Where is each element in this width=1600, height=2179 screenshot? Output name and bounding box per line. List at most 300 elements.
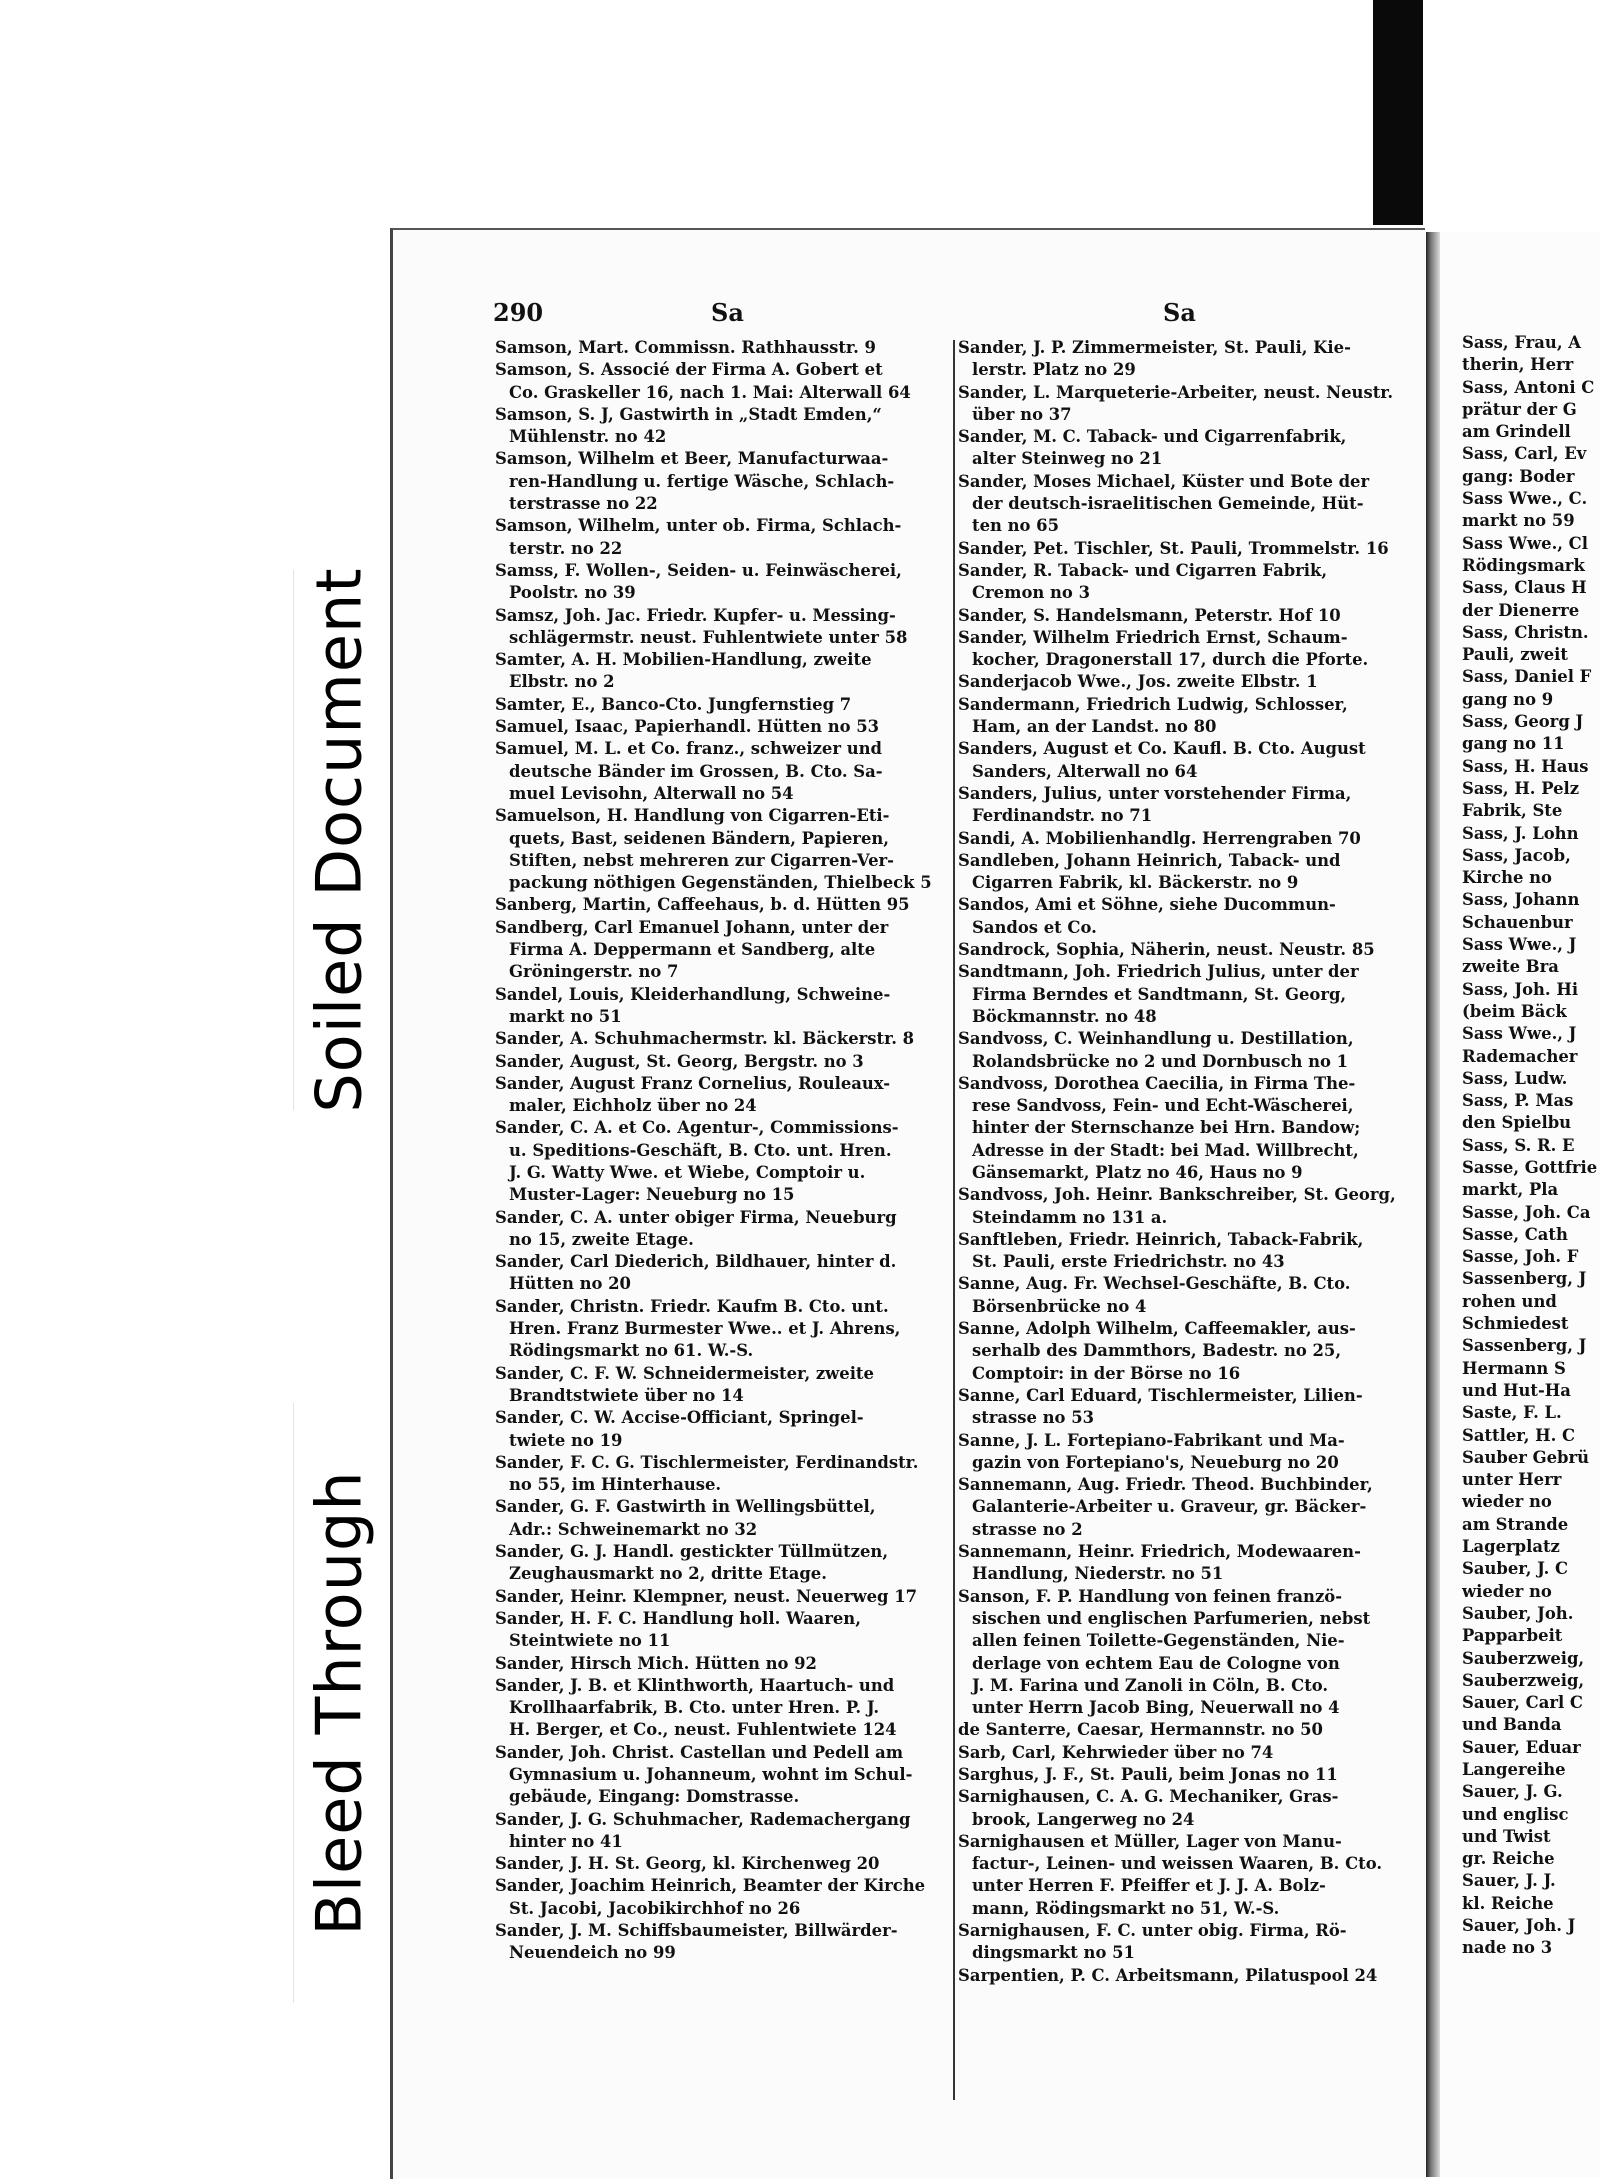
entry-name-line: Sander, R. Taback- und Cigarren Fabrik, [958,560,1328,580]
next-page-line: Sass, Daniel F [1462,667,1592,687]
entry-name-line: Sander, Pet. Tischler, St. Pauli, Trommelstr. 16 [958,538,1389,558]
directory-entry [958,1273,1413,1318]
directory-entry [495,337,950,359]
directory-entry [958,1073,1413,1184]
entry-name-line: Sanderjacob Wwe., Jos. zweite Elbstr. 1 [958,672,1318,692]
directory-entry [958,426,1413,471]
directory-entry [495,984,950,1029]
left-column [495,337,950,1965]
entry-name-line: de Santerre, Caesar, Hermannstr. no 50 [958,1720,1323,1740]
entry-name-line: Sandvoss, Joh. Heinr. Bankschreiber, St. Georg, [958,1185,1396,1205]
entry-continuation-line: Cremon no 3 [972,583,1090,603]
entry-name-line: Sander, M. C. Taback- und Cigarrenfabrik, [958,427,1347,447]
next-page-line: Sasse, Cath [1462,1224,1568,1244]
directory-entry [495,359,950,404]
entry-name-line: Sander, C. A. et Co. Agentur-, Commissions- [495,1118,899,1138]
next-page-line: Sass, Antoni C [1462,377,1595,397]
entry-continuation-line: unter Herrn Jacob Bing, Neuerwall no 4 [972,1698,1340,1718]
directory-entry [958,1385,1413,1430]
entry-name-line: Sander, Carl Diederich, Bildhauer, hinter d. [495,1252,897,1272]
directory-entry [495,515,950,560]
bleed-through-text: Bleed Through [302,1470,376,1936]
directory-page [390,228,1425,2179]
entry-name-line: Sanders, Julius, unter vorstehender Firma, [958,783,1352,803]
directory-entry [495,1742,950,1809]
directory-entry [495,738,950,805]
entry-name-line: Sandleben, Johann Heinrich, Taback- und [958,850,1341,870]
entry-name-line: Sarghus, J. F., St. Pauli, beim Jonas no 11 [958,1765,1338,1784]
entry-name-line: Sandel, Louis, Kleiderhandlung, Schweine- [495,984,891,1004]
entry-continuation-line: Muster-Lager: Neueburg no 15 [509,1185,795,1205]
next-page-line: Sauer, J. J. [1462,1871,1556,1891]
soiled-document-text: Soiled Document [302,567,376,1113]
next-page-line: Kirche no [1462,868,1552,888]
directory-entry [958,382,1413,427]
directory-entry [958,961,1413,1028]
entry-continuation-line: alter Steinweg no 21 [972,449,1163,469]
entry-name-line: Sander, Wilhelm Friedrich Ernst, Schaum- [958,627,1348,647]
directory-entry [495,1541,950,1586]
entry-name-line: Sandtmann, Joh. Friedrich Julius, unter der [958,962,1359,982]
right-column [958,337,1413,1987]
entry-name-line: Sarnighausen, F. C. unter obig. Firma, Rö- [958,1921,1347,1941]
next-page-line: Sattler, H. C [1462,1425,1576,1445]
next-page-line: Sass, Georg J [1462,712,1584,732]
entry-name-line: Sandberg, Carl Emanuel Johann, unter der [495,917,889,937]
next-page-line: gang: Boder [1462,466,1575,486]
entry-name-line: Sarnighausen et Müller, Lager von Manu- [958,1831,1342,1851]
directory-entry [495,894,950,916]
directory-entry [495,1028,950,1050]
entry-name-line: Sander, C. F. W. Schneidermeister, zweite [495,1363,874,1383]
entry-continuation-line: deutsche Bänder im Grossen, B. Cto. Sa- [509,761,883,781]
next-page-line: nade no 3 [1462,1938,1553,1958]
entry-name-line: Sannemann, Heinr. Friedrich, Modewaaren- [958,1542,1361,1562]
directory-entry [495,1452,950,1497]
column-divider [953,340,955,2100]
entry-continuation-line: lerstr. Platz no 29 [972,360,1136,380]
entry-name-line: Sander, J. G. Schuhmacher, Rademachergang [495,1809,911,1829]
entry-name-line: Sander, L. Marqueterie-Arbeiter, neust. Neustr. [958,382,1394,402]
next-page-line: unter Herr [1462,1470,1562,1490]
directory-entry [958,1920,1413,1965]
directory-entry [958,1965,1413,1987]
directory-entry [958,605,1413,627]
next-page-line: und Banda [1462,1715,1562,1735]
directory-entry [495,805,950,894]
next-page-fragment [1440,232,1600,2177]
entry-name-line: Sander, J. B. et Klinthworth, Haartuch- und [495,1675,895,1695]
entry-continuation-line: Stiften, nebst mehreren zur Cigarren-Ver- [509,850,894,870]
directory-entry [495,1675,950,1742]
next-page-column [1462,332,1597,1960]
directory-entry [958,471,1413,538]
page-number: 290 [493,298,544,327]
entry-continuation-line: sischen und englischen Parfumerien, nebst [972,1608,1371,1628]
entry-name-line: Samuelson, H. Handlung von Cigarren-Eti- [495,806,890,826]
entry-continuation-line: Ferdinandstr. no 71 [972,806,1153,826]
directory-entry [958,1742,1413,1764]
next-page-line: Sauber, Joh. [1462,1603,1574,1623]
entry-continuation-line: Adresse in der Stadt: bei Mad. Willbrecht, [972,1140,1359,1160]
entry-name-line: Sander, A. Schuhmachermstr. kl. Bäckerstr. 8 [495,1029,915,1049]
entry-continuation-line: muel Levisohn, Alterwall no 54 [509,783,794,803]
entry-name-line: Sander, Christn. Friedr. Kaufm B. Cto. unt. [495,1296,889,1316]
entry-name-line: Samson, Wilhelm, unter ob. Firma, Schlach- [495,516,902,536]
directory-entry [495,448,950,515]
entry-continuation-line: Gymnasium u. Johanneum, wohnt im Schul- [509,1765,913,1784]
entry-continuation-line: Co. Graskeller 16, nach 1. Mai: Alterwall 64 [509,382,911,402]
entry-name-line: Sander, J. P. Zimmermeister, St. Pauli, Kie- [958,338,1351,357]
directory-entry [958,1764,1413,1786]
entry-name-line: Sanders, August et Co. Kaufl. B. Cto. August [958,739,1366,759]
entry-continuation-line: Brandtstwiete über no 14 [509,1385,744,1405]
next-page-line: der Dienerre [1462,600,1580,620]
next-page-line: Sasse, Joh. F [1462,1247,1579,1267]
next-page-line: Sauberzweig, [1462,1670,1585,1690]
entry-name-line: Sander, J. M. Schiffsbaumeister, Billwärder- [495,1921,898,1941]
entry-name-line: Sarb, Carl, Kehrwieder über no 74 [958,1742,1274,1762]
entry-name-line: Sanftleben, Friedr. Heinrich, Taback-Fabrik, [958,1229,1364,1249]
next-page-line: Rödingsmark [1462,555,1585,575]
entry-name-line: Sarnighausen, C. A. G. Mechaniker, Gras- [958,1787,1339,1807]
directory-entry [495,1920,950,1965]
next-page-line: Sass, Joh. Hi [1462,979,1579,999]
next-page-line: und Hut-Ha [1462,1380,1571,1400]
entry-continuation-line: twiete no 19 [509,1430,623,1450]
next-page-line: Lagerplatz [1462,1537,1560,1557]
entry-name-line: Sanberg, Martin, Caffeehaus, b. d. Hütten 95 [495,895,910,915]
next-page-line: Sasse, Gottfrie [1462,1157,1598,1177]
directory-entry [958,1318,1413,1385]
next-page-line: kl. Reiche [1462,1893,1554,1913]
next-page-line: Sauer, Carl C [1462,1693,1583,1713]
next-page-line: und englisc [1462,1804,1569,1824]
entry-name-line: Sander, G. J. Handl. gestickter Tüllmützen, [495,1542,889,1562]
entry-continuation-line: strasse no 2 [972,1519,1083,1539]
entry-continuation-line: maler, Eichholz über no 24 [509,1096,757,1116]
entry-name-line: Sander, F. C. G. Tischlermeister, Ferdinandstr. [495,1452,919,1472]
entry-continuation-line: Gröningerstr. no 7 [509,962,679,982]
entry-name-line: Sander, August Franz Cornelius, Rouleaux- [495,1073,891,1093]
entry-name-line: Sanne, J. L. Fortepiano-Fabrikant und Ma- [958,1430,1345,1450]
next-page-line: Sass Wwe., C. [1462,489,1588,509]
entry-name-line: Sanson, F. P. Handlung von feinen franzö- [958,1586,1343,1606]
entry-continuation-line: kocher, Dragonerstall 17, durch die Pforte. [972,650,1369,670]
directory-entry [495,1363,950,1408]
entry-name-line: Samuel, Isaac, Papierhandl. Hütten no 53 [495,717,880,737]
directory-entry [958,627,1413,672]
entry-continuation-line: Sanders, Alterwall no 64 [972,761,1198,781]
next-page-line: Sass Wwe., J [1462,935,1577,955]
entry-continuation-line: Neuendeich no 99 [509,1943,676,1963]
entry-continuation-line: Cigarren Fabrik, kl. Bäckerstr. no 9 [972,873,1299,893]
next-page-line: Saste, F. L. [1462,1403,1562,1423]
next-page-line: Sassenberg, J [1462,1336,1587,1356]
directory-entry [495,694,950,716]
entry-continuation-line: St. Jacobi, Jacobikirchhof no 26 [509,1898,801,1918]
directory-entry [958,850,1413,895]
next-page-line: Sass, S. R. E [1462,1135,1575,1155]
entry-continuation-line: mann, Rödingsmarkt no 51, W.-S. [972,1898,1280,1918]
directory-entry [958,560,1413,605]
next-page-line: Sass, H. Pelz [1462,778,1580,798]
directory-entry [495,1407,950,1452]
next-page-line: Sauber, J. C [1462,1559,1569,1579]
entry-continuation-line: St. Pauli, erste Friedrichstr. no 43 [972,1252,1285,1272]
bleed-through-label [293,1403,384,2003]
directory-entry [958,1586,1413,1720]
next-page-line: Sauer, Eduar [1462,1737,1581,1757]
next-page-line: Sauer, J. G. [1462,1782,1563,1802]
directory-entry [495,1853,950,1875]
next-page-line: zweite Bra [1462,957,1559,977]
next-page-line: Sass Wwe., Cl [1462,533,1588,553]
entry-name-line: Sander, Heinr. Klempner, neust. Neuerweg 17 [495,1586,918,1606]
entry-continuation-line: derlage von echtem Eau de Cologne von [972,1653,1340,1673]
next-page-line: Hermann S [1462,1358,1566,1378]
right-running-head: Sa [1163,298,1196,327]
directory-entry [958,783,1413,828]
binding-shadow [1373,0,1423,225]
entry-name-line: Sandvoss, C. Weinhandlung u. Destillation, [958,1029,1354,1049]
left-sidebar [0,0,385,2177]
entry-continuation-line: Hütten no 20 [509,1274,631,1294]
directory-entry [495,716,950,738]
entry-continuation-line: quets, Bast, seidenen Bändern, Papieren, [509,828,889,848]
entry-name-line: Samter, E., Banco-Cto. Jungfernstieg 7 [495,694,852,714]
entry-name-line: Sandrock, Sophia, Näherin, neust. Neustr. 85 [958,940,1375,960]
entry-name-line: Sander, J. H. St. Georg, kl. Kirchenweg 20 [495,1854,880,1874]
next-page-line: Sass, H. Haus [1462,756,1589,776]
next-page-line: Sass, Christn. [1462,622,1589,642]
entry-continuation-line: Rolandsbrücke no 2 und Dornbusch no 1 [972,1051,1349,1071]
entry-name-line: Samter, A. H. Mobilien-Handlung, zweite [495,650,872,670]
directory-entry [958,939,1413,961]
directory-entry [495,1809,950,1854]
directory-entry [958,1786,1413,1831]
entry-continuation-line: ten no 65 [972,516,1059,536]
entry-continuation-line: Steindamm no 131 a. [972,1207,1168,1227]
entry-continuation-line: schlägermstr. neust. Fuhlentwiete unter 58 [509,627,908,647]
entry-continuation-line: Firma A. Deppermann et Sandberg, alte [509,940,876,960]
entry-name-line: Samss, F. Wollen-, Seiden- u. Feinwäscherei, [495,560,902,580]
entry-continuation-line: Handlung, Niederstr. no 51 [972,1564,1224,1584]
directory-entry [958,894,1413,939]
entry-continuation-line: ren-Handlung u. fertige Wäsche, Schlach- [509,471,895,491]
next-page-line: am Strande [1462,1514,1569,1534]
directory-entry [958,1028,1413,1073]
entry-continuation-line: Steintwiete no 11 [509,1631,671,1651]
directory-entry [495,1051,950,1073]
next-page-line: Fabrik, Ste [1462,801,1563,821]
entry-continuation-line: J. G. Watty Wwe. et Wiebe, Comptoir u. [509,1162,866,1182]
directory-entry [495,649,950,694]
next-page-line: gang no 11 [1462,734,1565,754]
entry-continuation-line: Zeughausmarkt no 2, dritte Etage. [509,1564,827,1584]
next-page-line: therin, Herr [1462,355,1574,375]
entry-continuation-line: Firma Berndes et Sandtmann, St. Georg, [972,984,1347,1004]
entry-continuation-line: J. M. Farina und Zanoli in Cöln, B. Cto. [972,1675,1329,1695]
next-page-line: Sauberzweig, [1462,1648,1585,1668]
next-page-line: Sass, Carl, Ev [1462,444,1587,464]
entry-name-line: Sander, Joachim Heinrich, Beamter der Kirche [495,1876,926,1896]
next-page-line: wieder no [1462,1581,1552,1601]
entry-name-line: Sander, Moses Michael, Küster und Bote der [958,471,1370,491]
directory-entry [958,1474,1413,1541]
entry-name-line: Sanne, Adolph Wilhelm, Caffeemakler, aus- [958,1319,1356,1339]
directory-entry [495,1073,950,1118]
entry-name-line: Samson, S. J, Gastwirth in „Stadt Emden,“ [495,404,882,424]
directory-entry [958,671,1413,693]
entry-continuation-line: no 55, im Hinterhause. [509,1475,722,1495]
directory-entry [495,560,950,605]
next-page-line: Sauer, Joh. J [1462,1916,1576,1936]
entry-continuation-line: H. Berger, et Co., neust. Fuhlentwiete 124 [509,1720,897,1740]
directory-entry [495,1251,950,1296]
entry-continuation-line: Mühlenstr. no 42 [509,427,667,447]
left-running-head: Sa [711,298,744,327]
next-page-line: markt no 59 [1462,511,1575,531]
directory-entry [495,404,950,449]
next-page-line: und Twist [1462,1826,1551,1846]
entry-name-line: Sandermann, Friedrich Ludwig, Schlosser, [958,694,1348,714]
entry-continuation-line: der deutsch-israelitischen Gemeinde, Hüt- [972,494,1364,514]
next-page-line: prätur der G [1462,399,1577,419]
directory-entry [958,1831,1413,1920]
entry-continuation-line: strasse no 53 [972,1408,1095,1428]
directory-entry [495,1117,950,1206]
entry-continuation-line: Poolstr. no 39 [509,583,636,603]
next-page-line: Sass, Johann [1462,890,1580,910]
next-page-line: wieder no [1462,1492,1552,1512]
entry-continuation-line: gazin von Fortepiano's, Neueburg no 20 [972,1452,1339,1472]
entry-continuation-line: Galanterie-Arbeiter u. Graveur, gr. Bäcker- [972,1497,1367,1517]
directory-entry [958,337,1413,382]
entry-continuation-line: Ham, an der Landst. no 80 [972,717,1217,737]
directory-entry [958,1541,1413,1586]
entry-continuation-line: terstr. no 22 [509,538,623,558]
entry-name-line: Sandvoss, Dorothea Caecilia, in Firma The- [958,1073,1356,1093]
entry-name-line: Samson, S. Associé der Firma A. Gobert et [495,360,883,380]
directory-entry [958,1719,1413,1741]
entry-continuation-line: serhalb des Dammthors, Badestr. no 25, [972,1341,1342,1361]
entry-name-line: Sarpentien, P. C. Arbeitsmann, Pilatuspool 24 [958,1965,1378,1985]
entry-name-line: Sannemann, Aug. Friedr. Theod. Buchbinder, [958,1475,1373,1495]
directory-entry [495,1653,950,1675]
entry-continuation-line: no 15, zweite Etage. [509,1229,694,1249]
entry-name-line: Samson, Wilhelm et Beer, Manufacturwaa- [495,449,889,469]
entry-name-line: Samuel, M. L. et Co. franz., schweizer und [495,739,882,759]
next-page-line: Schauenbur [1462,912,1573,932]
soiled-document-label [293,567,384,1113]
directory-entry [495,1875,950,1920]
directory-entry [495,1296,950,1363]
entry-name-line: Sander, August, St. Georg, Bergstr. no 3 [495,1051,864,1071]
entry-continuation-line: Sandos et Co. [972,917,1097,937]
entry-continuation-line: Adr.: Schweinemarkt no 32 [509,1519,758,1539]
entry-continuation-line: gebäude, Eingang: Domstrasse. [509,1787,800,1807]
next-page-line: Rademacher [1462,1046,1578,1066]
entry-continuation-line: rese Sandvoss, Fein- und Echt-Wäscherei, [972,1096,1354,1116]
entry-continuation-line: Börsenbrücke no 4 [972,1296,1147,1316]
entry-name-line: Sandos, Ami et Söhne, siehe Ducommun- [958,895,1336,915]
next-page-line: Sass, Jacob, [1462,845,1571,865]
next-page-line: den Spielbu [1462,1113,1572,1133]
entry-continuation-line: terstrasse no 22 [509,494,658,514]
entry-continuation-line: packung nöthigen Gegenständen, Thielbeck 5 [509,873,932,893]
entry-continuation-line: hinter der Sternschanze bei Hrn. Bandow; [972,1118,1361,1138]
entry-continuation-line: u. Speditions-Geschäft, B. Cto. unt. Hren. [509,1140,892,1160]
next-page-line: Schmiedest [1462,1314,1569,1334]
entry-continuation-line: Rödingsmarkt no 61. W.-S. [509,1341,754,1361]
page-gutter [1426,232,1440,2177]
entry-continuation-line: dingsmarkt no 51 [972,1943,1135,1963]
entry-continuation-line: markt no 51 [509,1006,622,1026]
entry-name-line: Samson, Mart. Commissn. Rathhausstr. 9 [495,338,876,357]
entry-continuation-line: factur-, Leinen- und weissen Waaren, B. Cto. [972,1854,1383,1874]
entry-continuation-line: Böckmannstr. no 48 [972,1006,1157,1026]
entry-name-line: Sander, Hirsch Mich. Hütten no 92 [495,1653,817,1673]
next-page-line: Sass, Frau, A [1462,333,1581,352]
next-page-line: gang no 9 [1462,689,1554,709]
next-page-line: Sass, J. Lohn [1462,823,1579,843]
next-page-line: Sass, P. Mas [1462,1091,1574,1111]
directory-entry [958,538,1413,560]
next-page-line: gr. Reiche [1462,1849,1555,1869]
directory-entry [958,1229,1413,1274]
directory-entry [495,605,950,650]
entry-continuation-line: Gänsemarkt, Platz no 46, Haus no 9 [972,1162,1303,1182]
entry-continuation-line: Hren. Franz Burmester Wwe.. et J. Ahrens, [509,1319,901,1339]
next-page-line: Sass, Claus H [1462,578,1587,598]
entry-continuation-line: brook, Langerweg no 24 [972,1809,1195,1829]
entry-continuation-line: Elbstr. no 2 [509,672,615,692]
entry-name-line: Sanne, Aug. Fr. Wechsel-Geschäfte, B. Cto. [958,1274,1351,1294]
directory-entry [958,738,1413,783]
entry-continuation-line: hinter no 41 [509,1831,623,1851]
next-page-line: Sauber Gebrü [1462,1447,1590,1467]
directory-entry [958,694,1413,739]
entry-name-line: Sandi, A. Mobilienhandlg. Herrengraben 70 [958,828,1361,848]
entry-continuation-line: allen feinen Toilette-Gegenständen, Nie- [972,1631,1345,1651]
entry-name-line: Sander, C. A. unter obiger Firma, Neueburg [495,1207,897,1227]
next-page-line: am Grindell [1462,422,1571,442]
entry-continuation-line: unter Herren F. Pfeiffer et J. J. A. Bolz- [972,1876,1326,1896]
next-page-line: Sass Wwe., J [1462,1024,1577,1044]
directory-entry [958,1184,1413,1229]
directory-entry [495,1608,950,1653]
next-page-line: Papparbeit [1462,1626,1563,1646]
directory-entry [958,828,1413,850]
directory-entry [495,1207,950,1252]
next-page-line: Pauli, zweit [1462,645,1568,665]
entry-continuation-line: über no 37 [972,404,1072,424]
directory-entry [495,1496,950,1541]
next-page-line: rohen und [1462,1291,1557,1311]
next-page-line: (beim Bäck [1462,1001,1567,1021]
entry-name-line: Sander, S. Handelsmann, Peterstr. Hof 10 [958,605,1341,625]
next-page-line: Sass, Ludw. [1462,1068,1568,1088]
next-page-line: markt, Pla [1462,1180,1559,1200]
next-page-line: Sasse, Joh. Ca [1462,1202,1591,1222]
entry-name-line: Sanne, Carl Eduard, Tischlermeister, Lilien- [958,1385,1363,1405]
entry-name-line: Sander, C. W. Accise-Officiant, Springel- [495,1408,864,1428]
entry-continuation-line: Krollhaarfabrik, B. Cto. unter Hren. P. J. [509,1698,880,1718]
next-page-line: Sassenberg, J [1462,1269,1587,1289]
entry-name-line: Samsz, Joh. Jac. Friedr. Kupfer- u. Messing- [495,605,896,625]
directory-entry [958,1430,1413,1475]
